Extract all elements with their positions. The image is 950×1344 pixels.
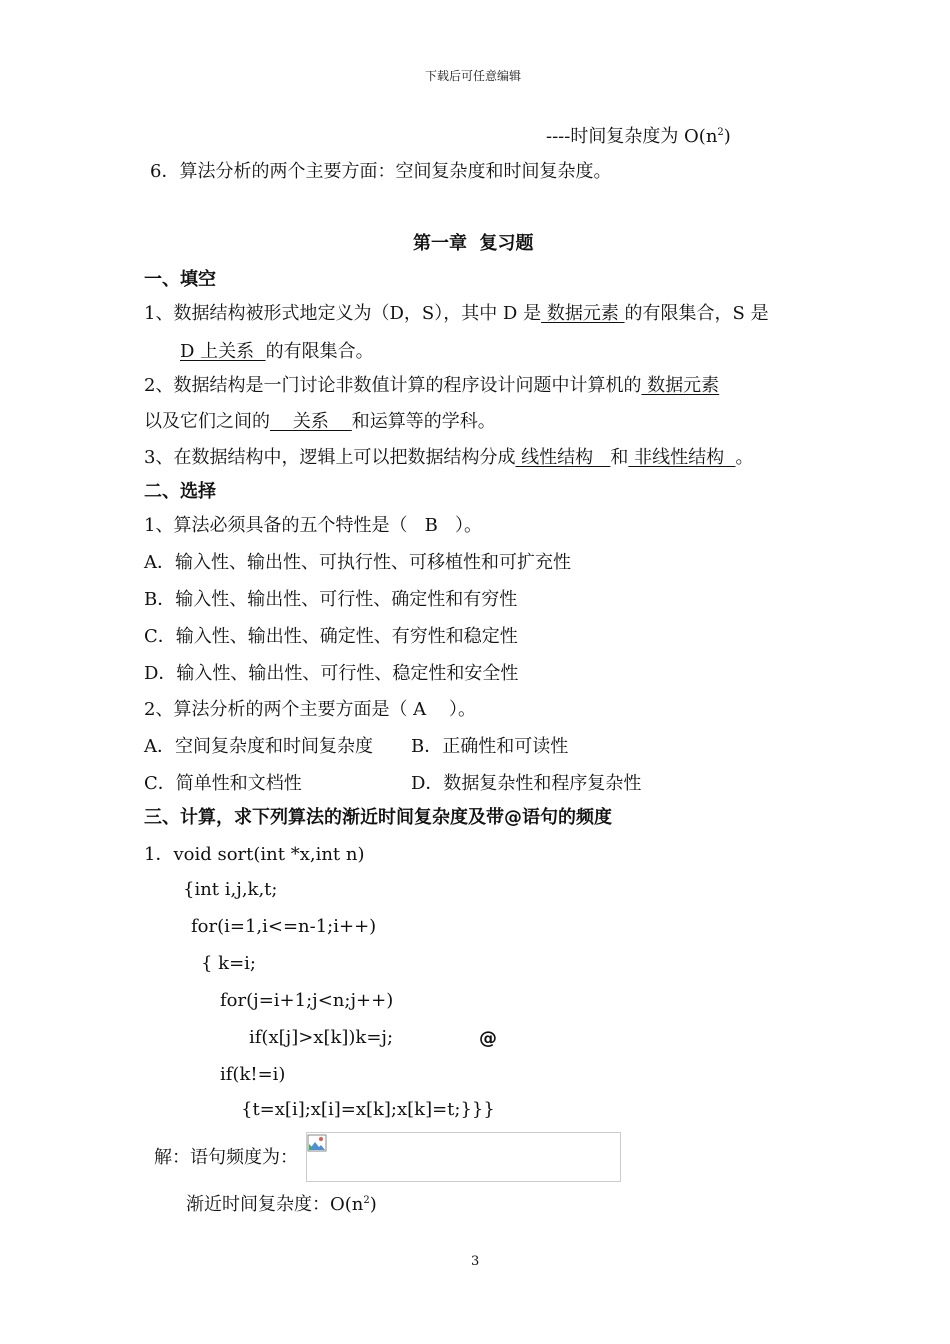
fill-q3-blank2: 非线性结构 [628, 447, 736, 468]
formula-image-placeholder [306, 1132, 621, 1182]
choice-q2-option-d: D．数据复杂性和程序复杂性 [411, 773, 642, 794]
fill-q2-text2: 以及它们之间的 [144, 411, 270, 432]
fill-q3 [144, 446, 754, 470]
answer-complexity-prefix: 渐近时间复杂度：O(n [186, 1194, 364, 1215]
chapter-title: 第一章 复习题 [413, 233, 534, 254]
choice-q2-option-c: C．简单性和文档性 [144, 773, 302, 794]
complexity-line [546, 125, 731, 149]
fill-q1-text3: 的有限集合。 [265, 341, 374, 362]
code-line-2: {int i,j,k,t; [183, 879, 278, 900]
fill-q3-text2: 和 [610, 447, 629, 468]
page-header: 下载后可任意编辑 [425, 69, 522, 83]
fill-q2-text: 2、数据结构是一门讨论非数值计算的程序设计问题中计算机的 [144, 375, 642, 396]
fill-q3-text3: 。 [735, 447, 754, 468]
item-6: 6．算法分析的两个主要方面：空间复杂度和时间复杂度。 [150, 161, 612, 182]
code-line-3: for(i=1,i<=n-1;i++) [191, 916, 377, 937]
answer-complexity [186, 1193, 377, 1217]
complexity-exponent: 2 [717, 127, 724, 138]
answer-label: 解：语句频度为： [154, 1147, 298, 1168]
fill-q1-blank2: D 上关系 [180, 341, 266, 362]
fill-q1-text: 1、数据结构被形式地定义为（D，S），其中 D 是 [144, 303, 542, 324]
fill-q2-blank1: 数据元素 [641, 375, 720, 396]
choice-q2-option-b: B．正确性和可读性 [411, 736, 569, 757]
fill-heading: 一、填空 [144, 269, 216, 290]
fill-q2-line1 [144, 374, 719, 398]
code-line-8: {t=x[i];x[i]=x[k];x[k]=t;}}} [241, 1099, 495, 1120]
choice-q1-option-c: C．输入性、输出性、确定性、有穷性和稳定性 [144, 626, 518, 647]
fill-q2-text3: 和运算等的学科。 [351, 411, 496, 432]
choice-q1-option-b: B．输入性、输出性、可行性、确定性和有穷性 [144, 589, 518, 610]
page-number: 3 [471, 1254, 480, 1269]
choice-q2-option-a: A．空间复杂度和时间复杂度 [144, 736, 373, 757]
code-line-6: if(x[j]>x[k])k=j; [249, 1027, 394, 1048]
code-line-7: if(k!=i) [220, 1064, 286, 1085]
choice-q1-option-a: A．输入性、输出性、可执行性、可移植性和可扩充性 [144, 552, 571, 573]
broken-image-icon [307, 1134, 327, 1152]
fill-q1-blank1: 数据元素 [541, 303, 625, 324]
code-line-1: 1．void sort(int *x,int n) [144, 844, 365, 865]
fill-q1-text2: 的有限集合，S 是 [624, 303, 769, 324]
answer-complexity-exponent: 2 [363, 1195, 370, 1206]
answer-complexity-suffix: ) [369, 1194, 377, 1215]
fill-q3-blank1: 线性结构 [515, 447, 611, 468]
code-line-4: { k=i; [201, 953, 256, 974]
fill-q2-line2 [144, 410, 496, 434]
fill-q3-text: 3、在数据结构中，逻辑上可以把数据结构分成 [144, 447, 516, 468]
choice-q1-option-d: D．输入性、输出性、可行性、稳定性和安全性 [144, 663, 519, 684]
code-line-5: for(j=i+1;j<n;j++) [220, 990, 394, 1011]
fill-q1-line1 [144, 302, 769, 326]
complexity-prefix: ----时间复杂度为 O(n [546, 126, 718, 147]
fill-q1-line2 [180, 340, 374, 364]
complexity-suffix: ) [723, 126, 731, 147]
calc-heading: 三、计算，求下列算法的渐近时间复杂度及带@语句的频度 [144, 807, 612, 828]
choice-heading: 二、选择 [144, 481, 216, 502]
choice-q1: 1、算法必须具备的五个特性是（ B ）。 [144, 515, 483, 536]
code-at-mark: @ [479, 1028, 497, 1049]
fill-q2-blank2: 关系 [270, 411, 352, 432]
choice-q2: 2、算法分析的两个主要方面是（ A ）。 [144, 699, 477, 720]
